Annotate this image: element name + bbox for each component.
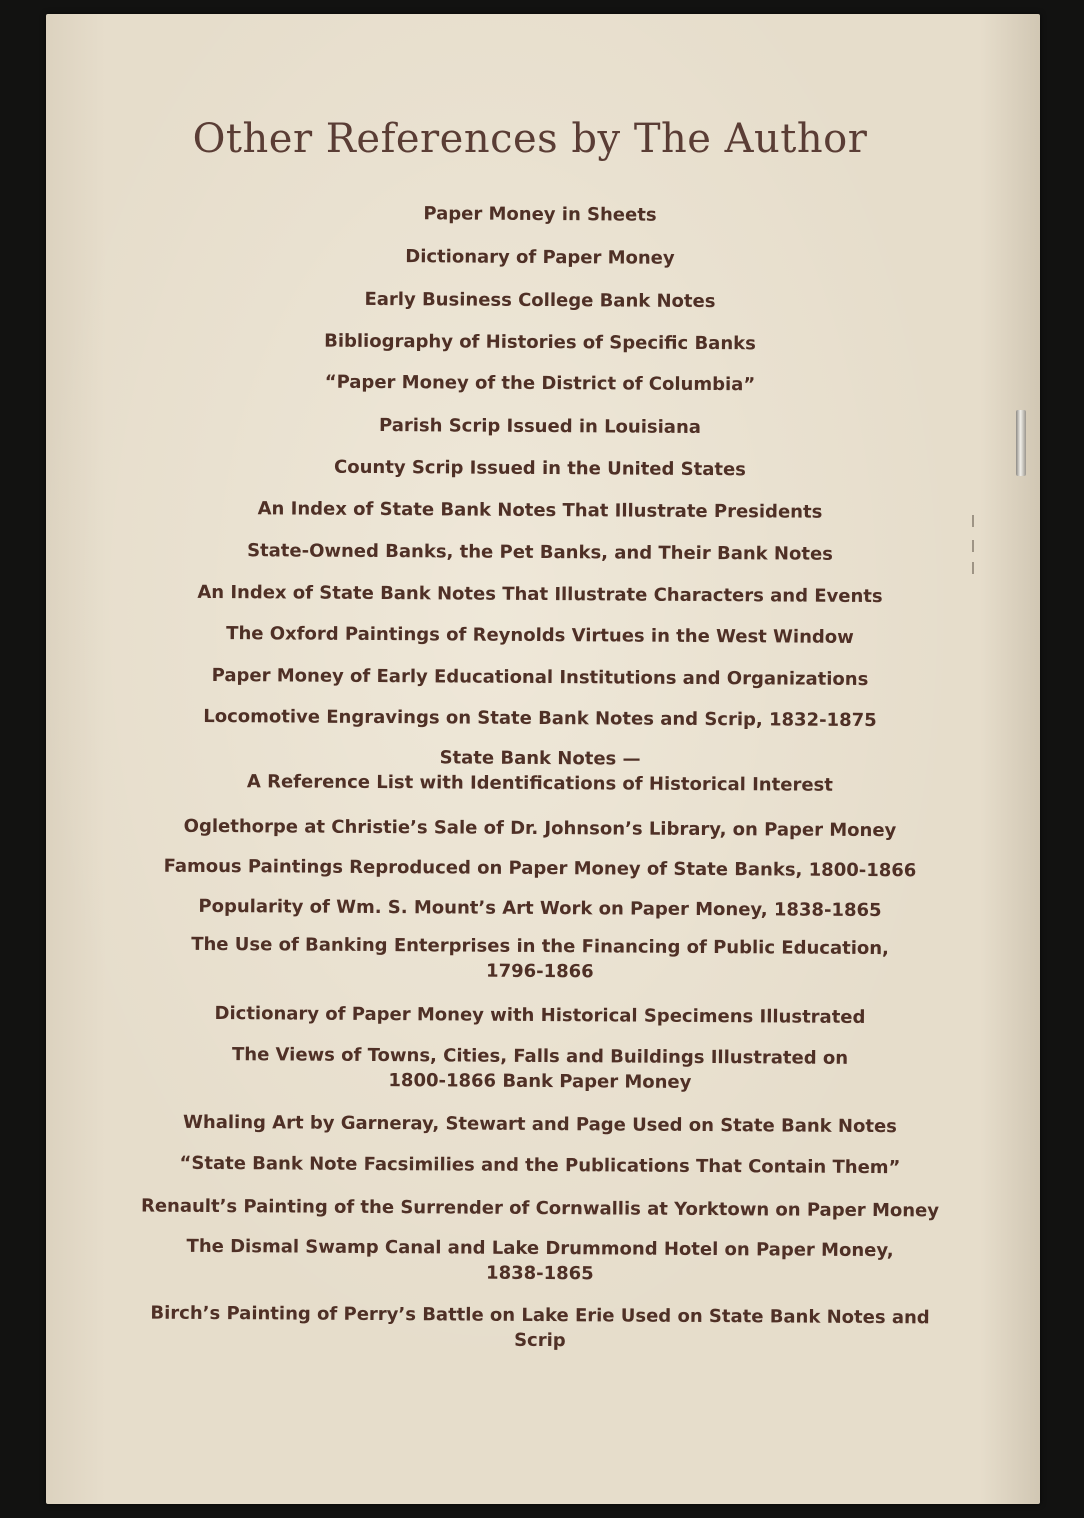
reference-item: Locomotive Engravings on State Bank Notes and Scrip, 1832-1875 — [203, 705, 877, 732]
reference-item: Paper Money in Sheets — [423, 203, 657, 226]
reference-item: Popularity of Wm. S. Mount’s Art Work on Paper Money, 1838-1865 — [198, 895, 882, 922]
page-crease-mark — [972, 515, 974, 527]
page-crease-mark — [972, 562, 974, 574]
reference-item: An Index of State Bank Notes That Illustrate Presidents — [257, 498, 823, 523]
reference-item: Whaling Art by Garneray, Stewart and Page Used on State Bank Notes — [183, 1111, 897, 1138]
reference-item: “State Bank Note Facsimilies and the Publications That Contain Them” — [179, 1152, 901, 1179]
reference-item: State Bank Notes — A Reference List with Identifications of Historical Interest — [246, 747, 833, 796]
reference-item: The Views of Towns, Cities, Falls and Buildings Illustrated on 1800-1866 Bank Paper Money — [231, 1044, 849, 1093]
reference-item: Birch’s Painting of Perry’s Battle on Lake Erie Used on State Bank Notes and Scrip — [150, 1302, 930, 1352]
reference-item: Dictionary of Paper Money — [405, 246, 675, 269]
reference-item: The Oxford Paintings of Reynolds Virtues in the West Window — [226, 623, 854, 648]
page-crease-mark — [972, 540, 974, 552]
reference-item: Oglethorpe at Christie’s Sale of Dr. Johnson’s Library, on Paper Money — [183, 815, 897, 842]
reference-item: Dictionary of Paper Money with Historical Specimens Illustrated — [214, 1003, 866, 1028]
reference-item: Parish Scrip Issued in Louisiana — [378, 415, 701, 438]
reference-item: State-Owned Banks, the Pet Banks, and Their Bank Notes — [247, 540, 833, 565]
reference-item: The Dismal Swamp Canal and Lake Drummond Hotel on Paper Money, 1838-1865 — [186, 1235, 894, 1285]
reference-item: The Use of Banking Enterprises in the Financing of Public Education, 1796-1866 — [191, 933, 889, 983]
reference-item: Bibliography of Histories of Specific Banks — [324, 330, 756, 355]
staple — [1016, 410, 1026, 476]
reference-item: “Paper Money of the District of Columbia” — [324, 371, 756, 396]
reference-item: Early Business College Bank Notes — [364, 288, 716, 313]
reference-item: Famous Paintings Reproduced on Paper Money of State Banks, 1800-1866 — [163, 855, 917, 882]
reference-item: Paper Money of Early Educational Institutions and Organizations — [211, 664, 869, 691]
reference-item: County Scrip Issued in the United States — [333, 456, 746, 481]
page-title: Other References by The Author — [192, 116, 868, 162]
reference-item: An Index of State Bank Notes That Illustrate Characters and Events — [197, 581, 883, 608]
reference-item: Renault’s Painting of the Surrender of Cornwallis at Yorktown on Paper Money — [140, 1195, 940, 1222]
